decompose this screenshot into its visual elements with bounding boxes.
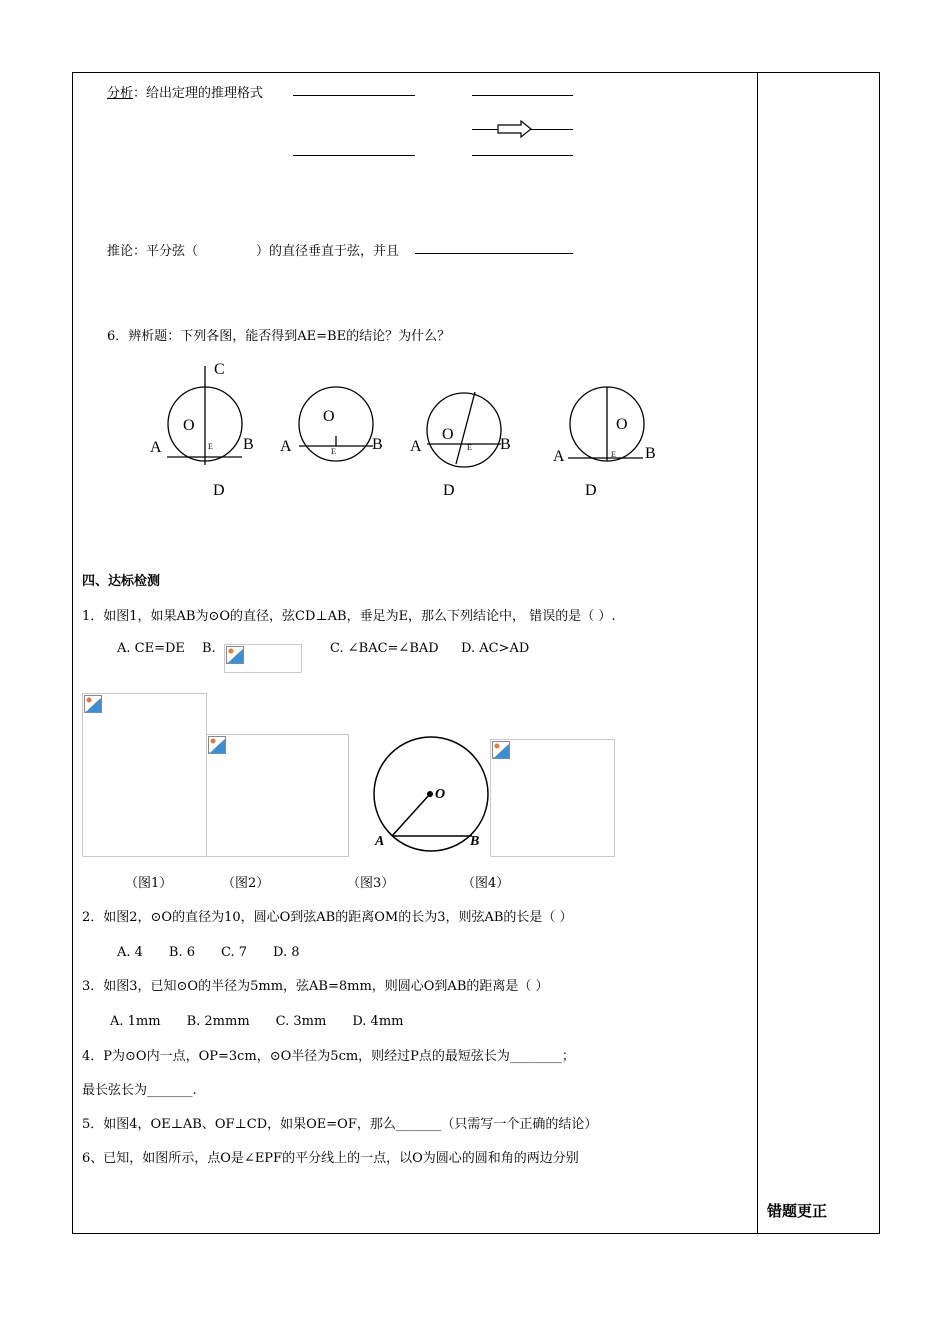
- label-a: A: [375, 834, 385, 849]
- label-o: O: [442, 426, 454, 443]
- corollary-part1: 推论：平分弦（: [107, 244, 199, 259]
- label-d: D: [443, 482, 455, 499]
- circle-diagrams: [140, 358, 680, 508]
- label-a: A: [150, 439, 162, 456]
- label-e: E: [467, 443, 472, 452]
- label-o: O: [323, 408, 335, 425]
- blank-line: [293, 155, 415, 156]
- q4-line2: 最长弦长为_______.: [82, 1083, 197, 1098]
- figure-4-image: [490, 739, 615, 857]
- broken-image-icon: [226, 646, 244, 664]
- implies-arrow-icon: [495, 120, 535, 138]
- label-b: B: [645, 445, 656, 462]
- q1-option-d: D. AC>AD: [461, 641, 530, 656]
- label-a: A: [553, 448, 565, 465]
- label-b: B: [243, 436, 254, 453]
- broken-image: [224, 644, 302, 673]
- q6-prompt: 6．辨析题：下列各图，能否得到AE=BE的结论？为什么？: [107, 329, 451, 344]
- broken-image-icon: [84, 695, 102, 713]
- figure-2-image: [206, 734, 349, 857]
- side-label: 错题更正: [767, 1202, 828, 1220]
- figure-3-diagram: [368, 735, 493, 855]
- caption-figure-3: （图3）: [347, 876, 395, 891]
- label-b: B: [470, 834, 480, 849]
- circle-figure-2: [280, 387, 383, 461]
- label-o: O: [183, 417, 195, 434]
- blank-line: [293, 95, 415, 96]
- corollary-part2: ）的直径垂直于弦，并且: [256, 244, 400, 259]
- label-b: B: [500, 436, 511, 453]
- caption-figure-2: （图2）: [222, 876, 270, 891]
- q5-text: 5．如图4，OE⊥AB、OF⊥CD，如果OE=OF，那么_______（只需写一个正确的结论）: [82, 1117, 598, 1132]
- q1-option-c: C. ∠BAC=∠BAD: [330, 641, 439, 656]
- figure-1-image: [82, 693, 207, 857]
- label-a: A: [280, 438, 292, 455]
- caption-figure-1: （图1）: [125, 876, 173, 891]
- column-divider: [757, 72, 758, 1234]
- label-e: E: [208, 442, 213, 451]
- corollary-line: [107, 240, 399, 259]
- q2-options: A. 4 B. 6 C. 7 D. 8: [117, 945, 300, 960]
- q1-option-b: B.: [202, 641, 216, 656]
- label-a: A: [410, 438, 422, 455]
- q4-line1: 4．P为⊙O内一点，OP=3cm，⊙O半径为5cm，则经过P点的最短弦长为________；: [82, 1049, 575, 1064]
- blank-line: [472, 155, 573, 156]
- section-title: 四、达标检测: [82, 574, 161, 589]
- label-o: O: [616, 416, 628, 433]
- analysis-label: 分析: [107, 86, 134, 101]
- broken-image-icon: [208, 736, 226, 754]
- label-e: E: [331, 447, 336, 456]
- analysis-text: ：给出定理的推理格式: [133, 86, 264, 101]
- q1-text: 1．如图1，如果AB为⊙O的直径，弦CD⊥AB，垂足为E，那么下列结论中， 错误的是（ ）.: [82, 609, 616, 624]
- label-d: D: [585, 482, 597, 499]
- broken-image-icon: [492, 741, 510, 759]
- label-b: B: [372, 436, 383, 453]
- label-d: D: [213, 482, 225, 499]
- q2-text: 2．如图2，⊙O的直径为10，圆心O到弦AB的距离OM的长为3，则弦AB的长是（ ）: [82, 910, 573, 925]
- label-e: E: [611, 450, 616, 459]
- q3-options: A. 1mm B. 2mmm C. 3mm D. 4mm: [110, 1014, 404, 1029]
- caption-figure-4: （图4）: [462, 876, 510, 891]
- circle-figure-3: [410, 392, 511, 499]
- label-c: C: [214, 361, 225, 378]
- blank-line: [415, 253, 573, 254]
- label-o: O: [435, 787, 446, 802]
- blank-line: [472, 95, 573, 96]
- circle-figure-1: [150, 361, 254, 499]
- q3-text: 3．如图3，已知⊙O的半径为5mm，弦AB=8mm，则圆心O到AB的距离是（ ）: [82, 979, 549, 994]
- q6-text: 6、已知，如图所示，点O是∠EPF的平分线上的一点，以O为圆心的圆和角的两边分别: [82, 1151, 579, 1166]
- circle-figure-4: [553, 387, 656, 499]
- analysis-line: [107, 82, 263, 101]
- q1-option-a: A. CE=DE: [117, 641, 185, 656]
